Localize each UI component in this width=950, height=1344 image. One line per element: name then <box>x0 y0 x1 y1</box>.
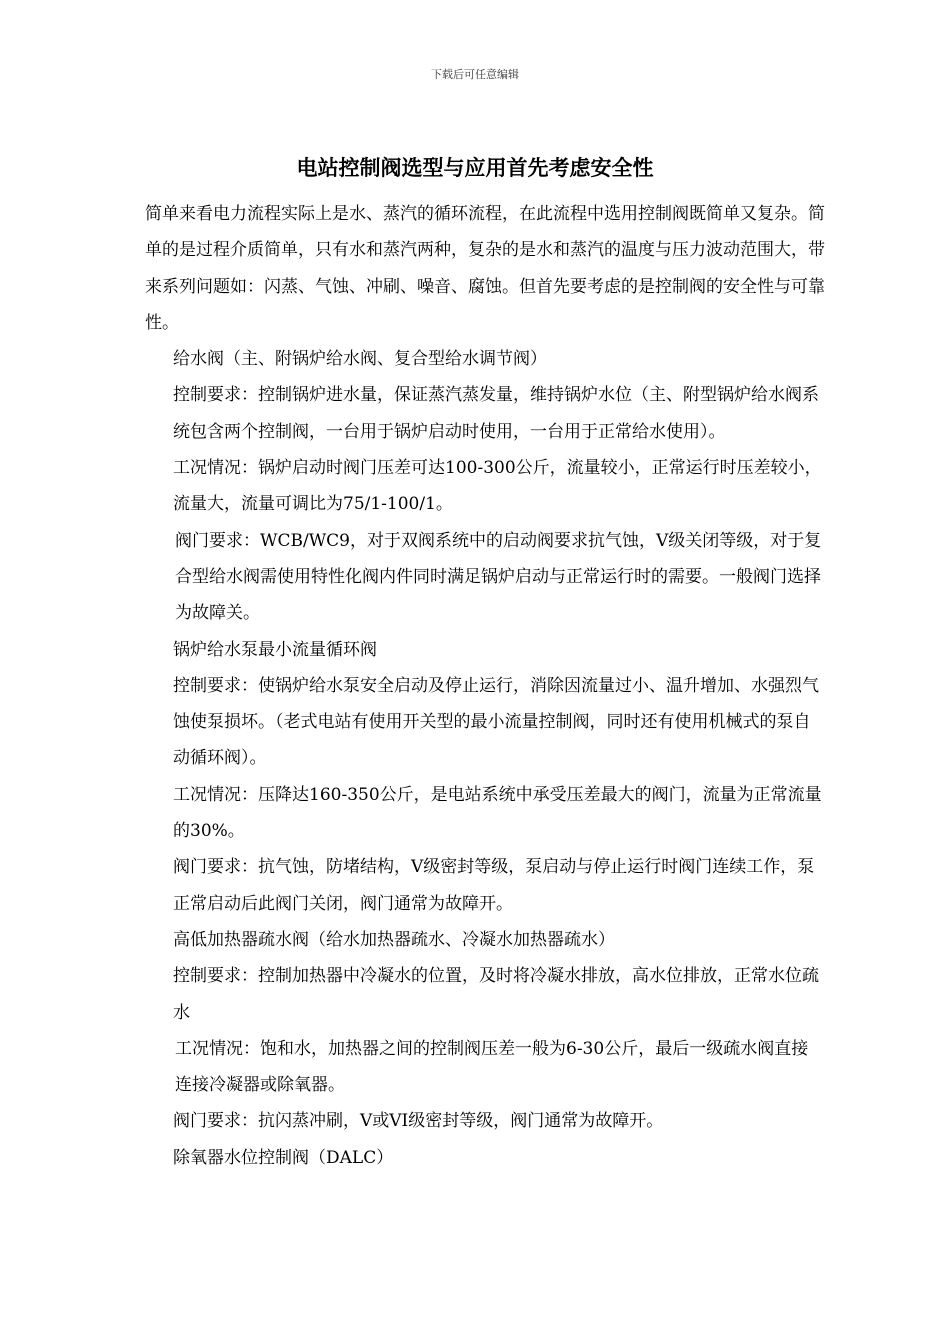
paragraph-operating-condition: 工况情况：锅炉启动时阀门压差可达100-300公斤，流量较小，正常运行时压差较小，流量大，流量可调比为75/1-100/1。 <box>173 458 822 515</box>
intro-paragraph: 简单来看电力流程实际上是水、蒸汽的循环流程，在此流程中选用控制阀既简单又复杂。简单的是过程介质简单，只有水和蒸汽两种，复杂的是水和蒸汽的温度与压力波动范围大，带来系列问题如：闪蒸、气蚀、冲刷、噪音、腐蚀。但首先要考虑的是控制阀的安全性与可靠性。 <box>145 204 825 333</box>
paragraph-valve-requirement: 阀门要求：抗气蚀，防堵结构，V级密封等级，泵启动与停止运行时阀门连续工作，泵正常启动后此阀门关闭，阀门通常为故障开。 <box>173 857 815 914</box>
paragraph-operating-condition: 工况情况：饱和水，加热器之间的控制阀压差一般为6-30公斤，最后一级疏水阀直接连接冷凝器或除氧器。 <box>175 1038 809 1096</box>
document-title: 电站控制阀选型与应用首先考虑安全性 <box>296 156 654 180</box>
section-heading-heater-drain-valve: 高低加热器疏水阀（给水加热器疏水、冷凝水加热器疏水） <box>173 929 615 950</box>
section-heading-feedwater-valve: 给水阀（主、附锅炉给水阀、复合型给水调节阀） <box>173 349 547 370</box>
section-heading-min-flow-valve: 锅炉给水泵最小流量循环阀 <box>173 639 377 660</box>
paragraph-valve-requirement: 阀门要求：抗闪蒸冲刷，V或VI级密封等级，阀门通常为故障开。 <box>173 1111 664 1132</box>
paragraph-operating-condition: 工况情况：压降达160-350公斤，是电站系统中承受压差最大的阀门，流量为正常流量的30%。 <box>173 784 822 842</box>
document-body <box>145 196 825 1176</box>
paragraph-valve-requirement: 阀门要求：WCB/WC9，对于双阀系统中的启动阀要求抗气蚀，V级关闭等级，对于复合型给水阀需使用特性化阀内件同时满足锅炉启动与正常运行时的需要。一般阀门选择为故障关。 <box>175 530 822 624</box>
section-heading-deaerator-valve: 除氧器水位控制阀（DALC） <box>173 1147 394 1168</box>
paragraph-control-requirement: 控制要求：使锅炉给水泵安全启动及停止运行，消除因流量过小、温升增加、水强烈气蚀使泵损坏。（老式电站有使用开关型的最小流量控制阀，同时还有使用机械式的泵自动循环阀）。 <box>173 675 819 769</box>
header-note: 下载后可任意编辑 <box>431 68 519 81</box>
paragraph-control-requirement: 控制要求：控制锅炉进水量，保证蒸汽蒸发量，维持锅炉水位（主、附型锅炉给水阀系统包含两个控制阀，一台用于锅炉启动时使用，一台用于正常给水使用）。 <box>173 385 819 442</box>
paragraph-control-requirement: 控制要求：控制加热器中冷凝水的位置，及时将冷凝水排放，高水位排放，正常水位疏水 <box>173 966 819 1023</box>
